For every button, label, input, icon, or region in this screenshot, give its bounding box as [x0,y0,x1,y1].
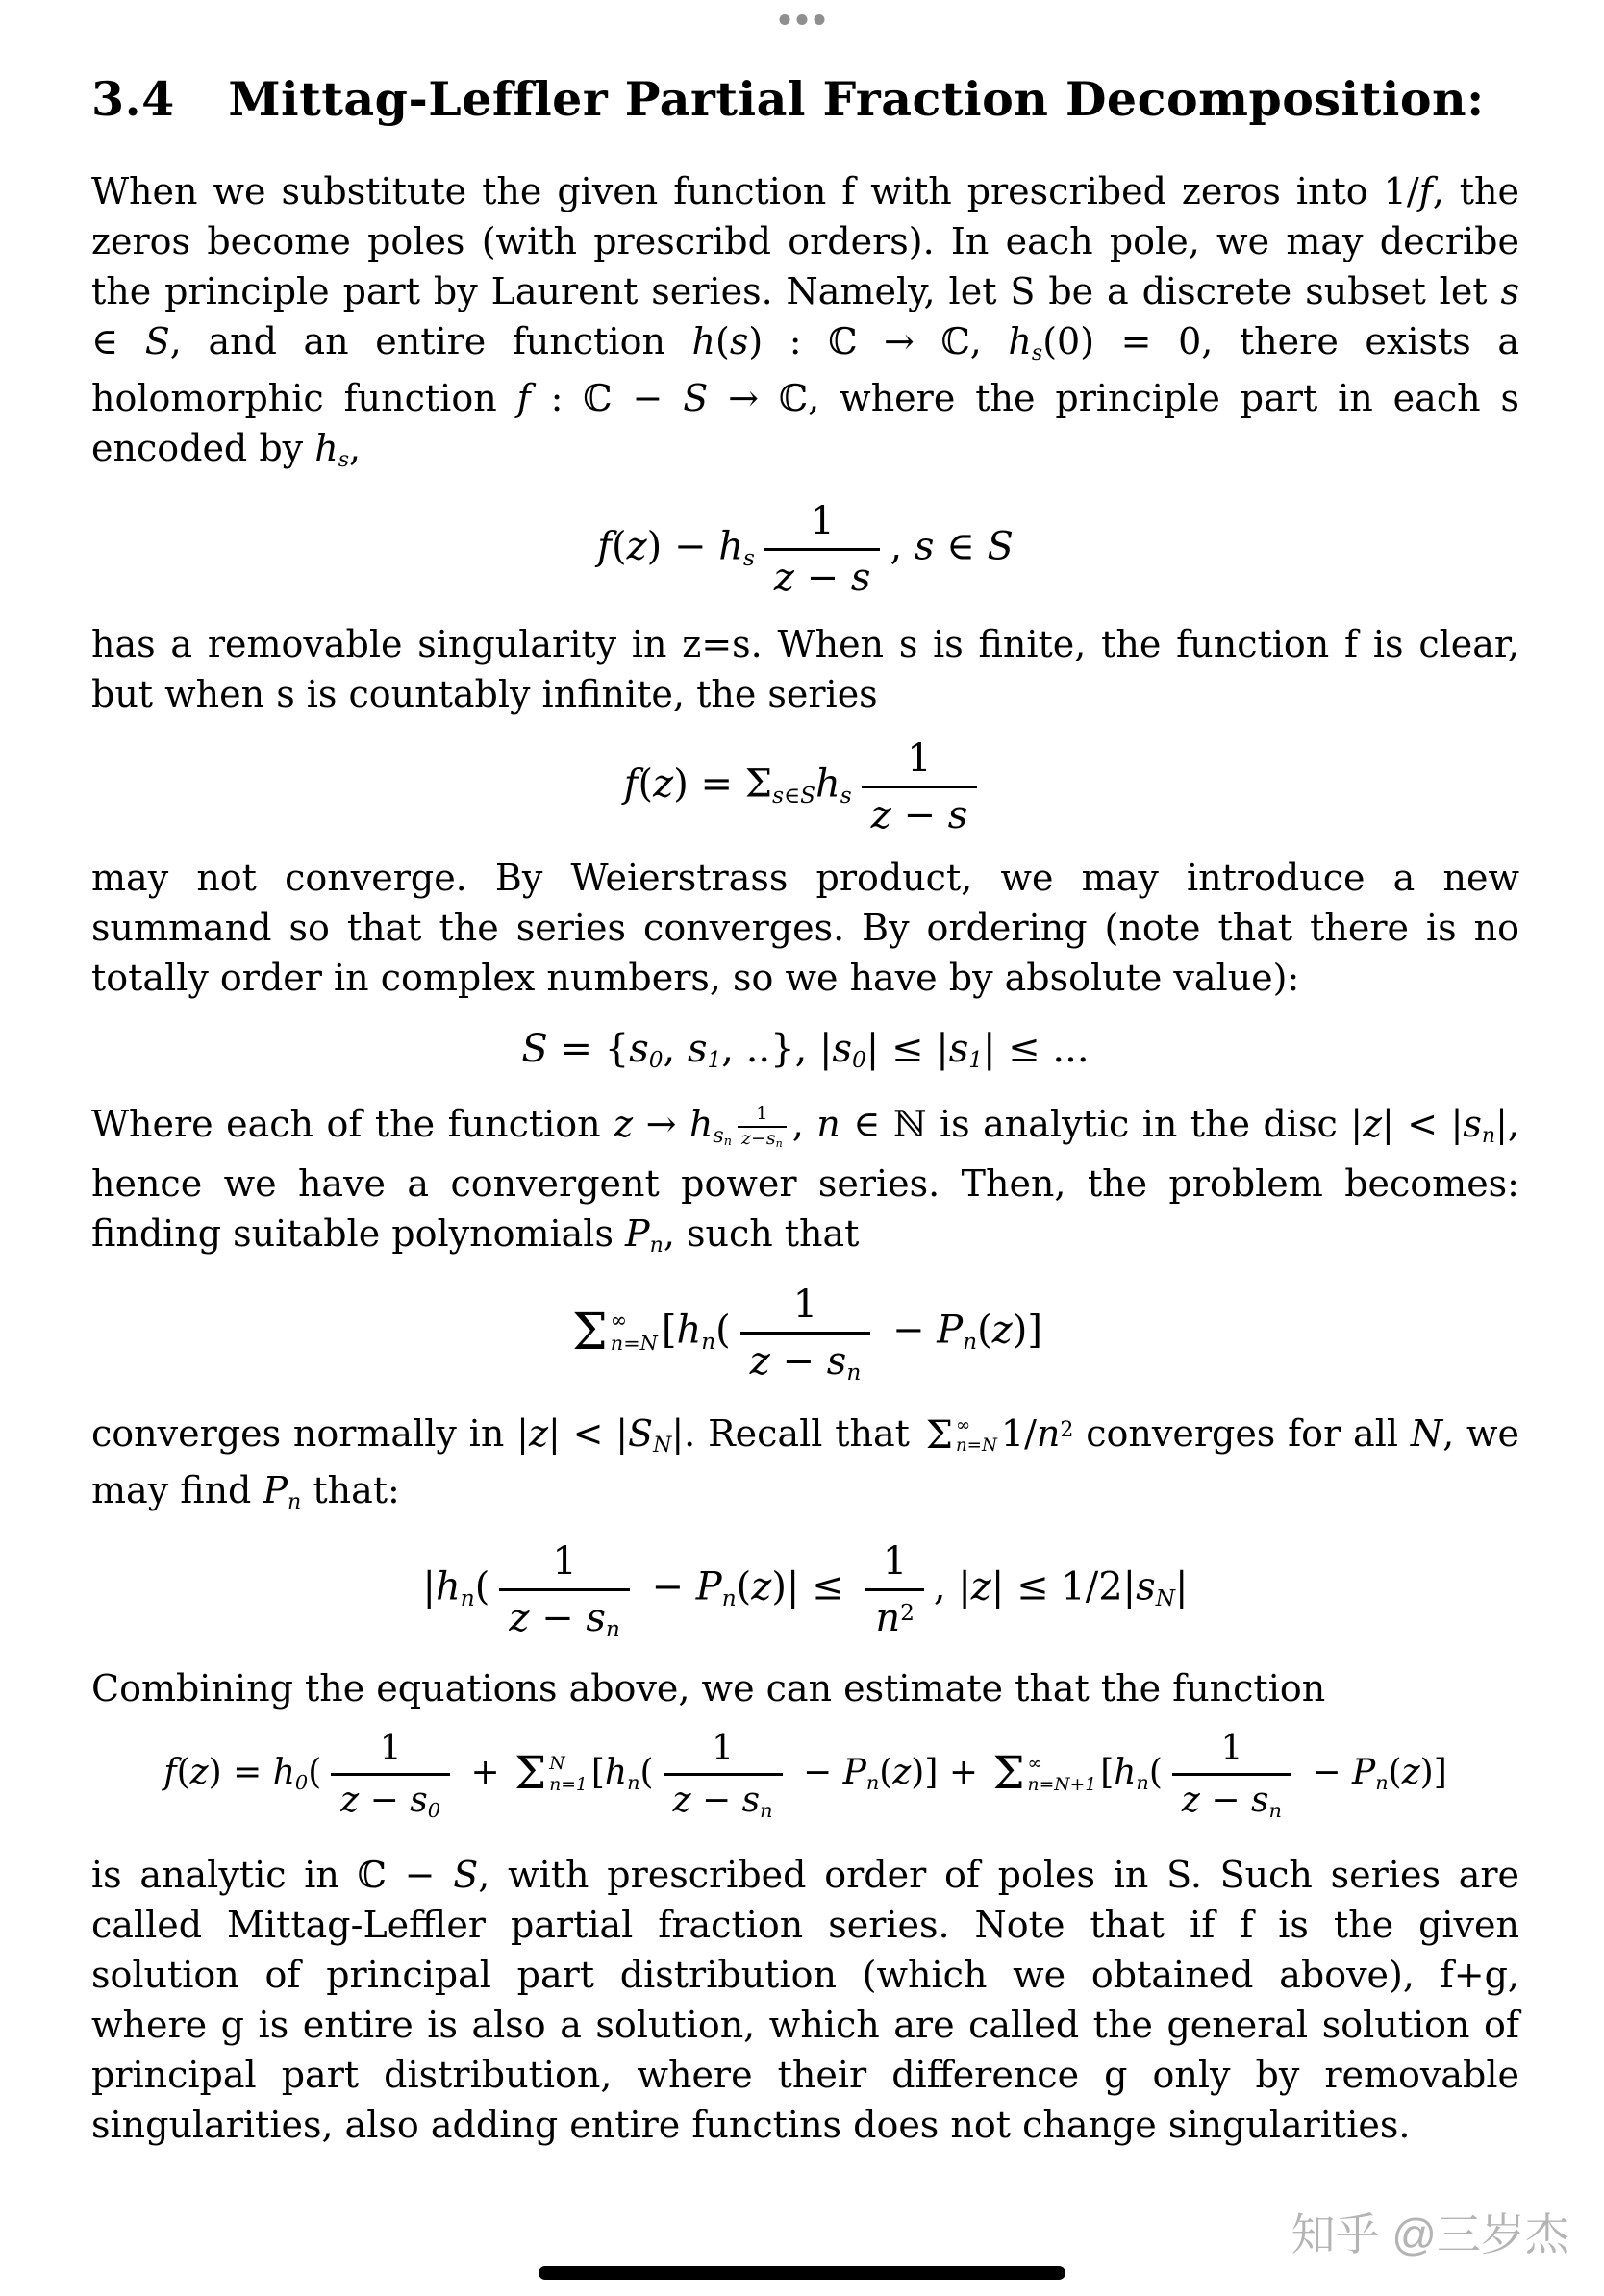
fraction-numerator [784,1283,827,1332]
math-run: − [1199,1781,1251,1821]
math-run: 1 [907,736,932,781]
math-run: )| ≤ [771,1564,857,1610]
math-run: s [765,1128,776,1150]
math-run: 0 [427,1799,441,1823]
math-run: s [826,1338,847,1384]
math-run: ( [879,1752,893,1792]
math-run: n [649,1233,664,1258]
math-run: , and an entire function [169,319,692,362]
math-run: − [1300,1752,1352,1792]
sum-limits [956,1416,997,1457]
math-run: (0) = 0, there exists a holomorphic function [91,319,1519,419]
fraction-numerator [542,1539,586,1588]
math-run: h [604,1752,628,1792]
math-run: z [189,1752,209,1792]
math-run: h [1008,319,1032,362]
ellipsis-dot-icon [815,14,825,25]
equation-ordering [91,1026,1519,1072]
math-run: n [1375,1770,1389,1794]
math-run: ( [1388,1752,1402,1792]
math-run: S [144,319,170,362]
math-run: z [614,1102,634,1145]
section-title: Mittag-Leffler Partial Fraction Decomposition: [228,71,1485,127]
watermark: 知乎 @三岁杰 [1291,2209,1569,2259]
math-run: f [163,1752,177,1792]
math-run: ( [715,1308,731,1353]
math-run [772,783,815,809]
math-run: h [1114,1752,1137,1792]
math-run: that: [301,1468,400,1511]
math-run: , | [933,1564,971,1610]
equation-series-sum [91,736,1519,837]
math-run: 0 [852,1047,866,1074]
sum-upper-limit: ∞ [610,1309,628,1333]
math-run: n [288,1489,302,1514]
math-run: ( [639,1752,654,1792]
math-run: n [760,1799,773,1823]
math-run: − [529,1595,587,1640]
math-run: converges for all [1073,1411,1411,1455]
sum-upper-limit: ∞ [1027,1754,1043,1775]
paragraph-analytic-disc [91,1099,1519,1265]
sum-lower-limit: n=N [610,1332,658,1356]
math-run: − [880,1308,938,1353]
math-run: n [460,1585,475,1611]
sigma-symbol: Σ [572,1304,608,1362]
math-run: 0 [294,1770,309,1794]
math-run: s [832,1026,853,1071]
math-run: n [1268,1799,1282,1823]
math-run: n [865,1770,880,1794]
sum-operator [992,1748,1097,1801]
math-run: n [1481,1123,1496,1148]
math-run: s [1500,269,1519,312]
math-run: − [793,555,851,600]
math-run: S [628,1411,654,1455]
math-run: s [914,524,935,569]
math-run: ∈ [91,319,145,362]
math-run: 1 [756,1103,768,1125]
sum-upper-limit: ∞ [955,1415,971,1436]
fraction-denominator [764,548,881,600]
math-run: 0 [648,1047,664,1074]
math-run: z [991,1308,1013,1353]
fraction [664,1729,783,1821]
section-number: 3.4 [91,71,175,127]
math-run: P [263,1468,288,1511]
math-run: N [1410,1411,1443,1455]
sigma-symbol: Σ [925,1413,953,1459]
math-run: → ℂ, where the principle part in each s encoded by [91,376,1519,469]
math-run: P [695,1564,722,1610]
math-run: n [1036,1411,1061,1455]
sum-lower-limit: n=1 [549,1774,588,1795]
sum-limits [611,1310,658,1356]
math-run: n [1136,1770,1149,1794]
fraction [862,736,978,837]
math-run: z [892,1752,912,1792]
fraction-numerator [897,736,940,786]
math-run: )] [1419,1752,1447,1792]
math-run: 1 [882,1538,908,1584]
math-run: S [683,376,709,419]
math-run: n [875,1595,901,1640]
sum-operator [514,1748,588,1801]
fraction-denominator [331,1773,450,1823]
paragraph-conclusion [91,1850,1519,2150]
math-run: h [314,426,338,469]
math-run: ) = [208,1752,273,1792]
fraction-denominator [862,786,978,837]
math-run: f [516,376,531,419]
math-run: s [1031,340,1043,365]
fraction-numerator [370,1729,412,1773]
math-run: , such that [663,1211,860,1255]
math-run: S [521,1026,548,1071]
sum-limits [549,1754,588,1795]
math-run: | [1174,1564,1189,1610]
math-run: s [850,555,871,600]
math-run: n [721,1585,737,1611]
fraction-numerator [1211,1729,1252,1773]
math-run: z [672,1781,691,1821]
math-run: , [791,1102,817,1145]
math-run: P [842,1752,866,1792]
math-run: s [742,544,755,571]
fraction [1172,1729,1291,1821]
sum-operator [925,1413,997,1459]
paragraph-removable-singularity [91,619,1519,719]
math-run: P [937,1308,964,1353]
math-run: 1 [379,1728,402,1768]
fraction [331,1729,450,1821]
fraction-denominator [499,1588,630,1643]
math-run: S [987,524,1014,569]
math-run: h [718,524,743,569]
equation-estimate-bound [91,1538,1519,1643]
math-run: h [436,1564,461,1610]
math-run: | ≤ 1/2| [990,1564,1137,1610]
fraction-denominator [865,1588,924,1640]
math-run: n [816,1102,840,1145]
math-run: z [528,1411,548,1455]
math-run: ( [474,1564,490,1610]
sum-limits [1028,1754,1097,1795]
math-run: ) : ℂ → ℂ, [748,319,1009,362]
math-run: n [723,1134,732,1149]
math-run: h [815,761,840,807]
math-run: ∈ ℕ is analytic in the disc | [840,1102,1363,1145]
math-run: [ [661,1308,677,1353]
math-run: 1 [810,498,835,543]
math-run: n [846,1360,862,1386]
equation-mittag-leffler-series [91,1729,1519,1821]
math-run: − [769,1338,827,1384]
math-run: s [948,1026,969,1071]
math-run: z [340,1781,360,1821]
fraction-denominator [738,1126,787,1149]
math-run: z [509,1595,530,1640]
fraction-numerator [752,1105,771,1126]
math-run: s [1136,1564,1156,1610]
math-run: − [750,1128,766,1150]
math-run: − [639,1564,696,1610]
math-run: s [1250,1781,1269,1821]
math-run: s [741,1781,761,1821]
sigma-symbol: Σ [992,1748,1025,1801]
math-run: [ [1100,1752,1115,1792]
math-run: = { [547,1026,630,1071]
math-run: s [947,792,968,837]
math-run: s [586,1595,606,1640]
math-run: 1/ [1000,1411,1037,1455]
fraction [764,499,881,600]
math-run: z [1363,1102,1383,1145]
sum-upper-limit: N [549,1754,565,1775]
math-run: − [890,792,948,837]
math-run: Where each of the function [91,1102,614,1145]
math-run: |. Recall that [671,1411,922,1455]
math-run: n [775,1137,783,1151]
math-run: ∈ [783,782,801,809]
sum-lower-limit: n=N [955,1435,997,1457]
math-run: z [749,1338,770,1384]
math-run: + [460,1752,512,1792]
math-run: z [1181,1781,1200,1821]
math-run: s [840,782,852,809]
math-run: f [623,761,639,807]
math-run: s [729,319,749,362]
math-run: f [1418,169,1433,212]
math-run: , with prescribed order of poles in S. Such series are called Mittag-Leffler partial fraction series. Note that if f is the given solution of principal part distribution (which we obtained above), f+g, where g is entire is also a solution, which are called the general solution of principal part distribution, where their difference g only by removable singularities, also adding entire functins does not change singularities. [91,1853,1520,2146]
fraction [499,1538,630,1643]
fraction-denominator [1172,1773,1291,1823]
math-run: z [751,1564,772,1610]
paragraph-combining [91,1663,1519,1713]
math-run: , [349,426,362,469]
sum-lower-limit: n=N+1 [1027,1774,1097,1795]
math-run: ( [611,524,627,569]
math-run: − [359,1781,411,1821]
math-run: − [690,1781,742,1821]
math-run: is analytic in ℂ − [91,1853,454,1896]
math-run: | < | [547,1411,629,1455]
math-run: | [422,1564,437,1610]
math-run: s [713,1123,724,1148]
math-run: | < | [1382,1102,1464,1145]
math-run: s [629,1026,649,1071]
fraction-numerator [800,499,843,548]
math-run: 1 [712,1728,734,1768]
math-run: [ [590,1752,605,1792]
math-run: z [970,1564,991,1610]
math-run: 1 [552,1538,577,1584]
math-run: ( [1148,1752,1163,1792]
math-run: 2 [1060,1417,1074,1442]
math-run: h [691,319,716,362]
math-run: may not converge. By Weierstrass product, we may introduce a new summand so that the series converges. By ordering (note that there is no totally order in complex numbers, so we have by absolute value): [91,856,1519,999]
math-run: h [689,1102,714,1145]
equation-partial-sum [91,1283,1519,1384]
math-run: n [627,1770,640,1794]
math-run: ) − [646,524,719,569]
math-run: ∈ [934,524,988,569]
math-run: S [453,1853,479,1896]
math-run: ( [308,1752,322,1792]
paragraph-intro [91,166,1519,480]
math-run: h [272,1752,295,1792]
fraction-denominator [740,1332,871,1384]
math-run: s [687,1026,708,1071]
fraction [738,1105,787,1149]
equation-removable-singularity [91,499,1519,600]
math-run [713,1124,732,1148]
ellipsis-dot-icon [797,14,808,25]
math-run: )] + [911,1752,990,1792]
math-run: , ..}, | [721,1026,833,1071]
math-run: |, hence we have a convergent power series. Then, the problem becomes: finding suitable polynomials [91,1102,1520,1255]
math-run: N [653,1433,672,1458]
math-run: s [410,1781,428,1821]
math-run: S [800,782,816,809]
math-run: ( [176,1752,190,1792]
math-run: ( [977,1308,992,1353]
math-run: P [1351,1752,1376,1792]
math-run: ( [715,319,730,362]
math-run: ( [638,761,654,807]
math-run: z [773,555,794,600]
paragraph-weierstrass [91,853,1519,1003]
math-run: , we may find [91,1411,1519,1511]
math-run: ) = Σ [673,761,773,807]
math-run: z [653,761,674,807]
math-run: 1 [792,1282,818,1327]
math-run: 2 [900,1600,915,1627]
fraction [740,1283,871,1384]
math-run: s [338,447,350,472]
math-run: When we substitute the given function f with prescribed zeros into 1/ [91,169,1419,212]
math-run: 1 [968,1047,983,1074]
fraction-numerator [873,1539,916,1588]
sigma-symbol: Σ [514,1748,547,1801]
ellipsis-dot-icon [780,14,790,25]
math-run: converges normally in | [91,1411,529,1455]
math-run: n [701,1328,716,1355]
math-run: P [625,1211,650,1255]
math-run: : ℂ − [530,376,684,419]
home-indicator[interactable] [539,2266,1065,2280]
math-run: s [772,782,784,809]
math-run: , the zeros become poles (with prescribd orders). In each pole, we may decribe the principle part by Laurent series. Namely, let S be a discrete subset let [91,169,1519,312]
math-run: − [791,1752,843,1792]
math-run: h [676,1308,702,1353]
math-run: → [633,1102,689,1145]
math-run: n [605,1616,620,1643]
paragraph-converges-normally [91,1409,1519,1522]
math-run: N [1155,1585,1175,1611]
math-run: , [890,524,915,569]
math-run: s [1463,1102,1482,1145]
math-run: )] [1012,1308,1042,1353]
math-run: z [740,1128,751,1150]
math-run: | ≤ | [865,1026,949,1071]
math-run: 1 [1220,1728,1243,1768]
math-run: Combining the equations above, we can estimate that the function [91,1666,1326,1710]
fraction-numerator [702,1729,743,1773]
fraction-denominator [664,1773,783,1823]
math-run: | ≤ ... [982,1026,1090,1071]
math-run: z [870,792,891,837]
math-run: f [597,524,612,569]
math-run: z [1401,1752,1420,1792]
math-run: 1 [707,1047,722,1074]
math-run: has a removable singularity in z=s. When s is finite, the function f is clear, but when s is countably infinite, the series [91,622,1519,715]
sum-operator [572,1304,658,1362]
math-run: n [963,1328,978,1355]
math-run: ( [736,1564,752,1610]
fraction [865,1539,924,1640]
more-options-button[interactable] [780,14,825,25]
math-run: z [626,524,647,569]
math-run: , [663,1026,688,1071]
